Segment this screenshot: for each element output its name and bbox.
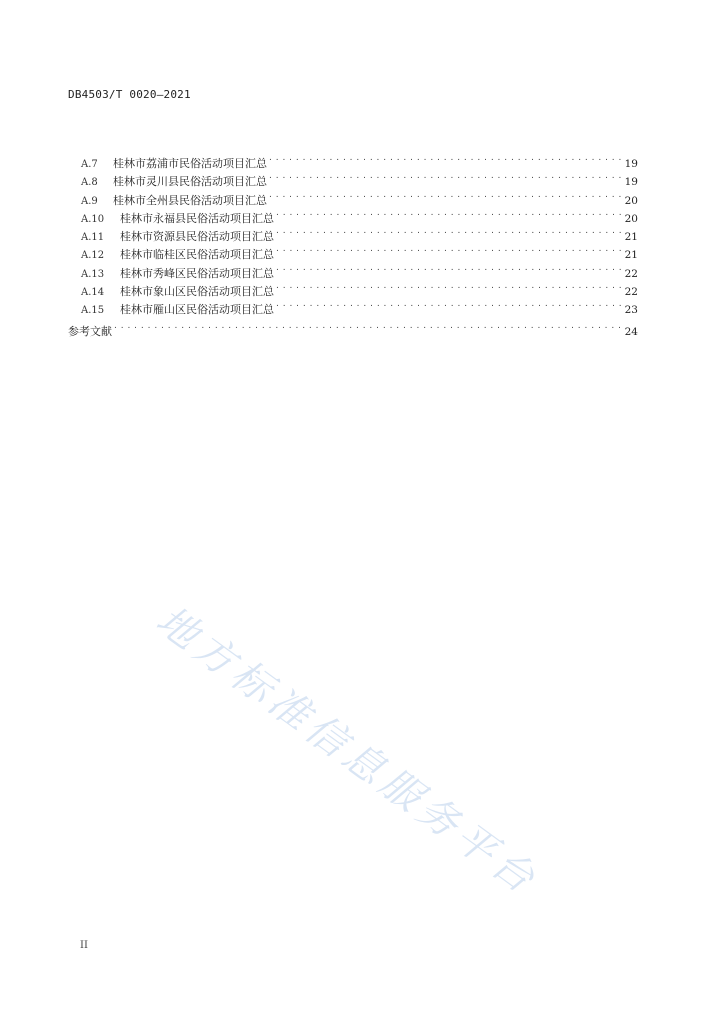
dot-leader	[276, 295, 622, 313]
dot-leader	[276, 222, 622, 240]
toc-entry-label: 参考文献	[68, 324, 112, 338]
toc-entry-label: 桂林市临桂区民俗活动项目汇总	[120, 248, 274, 262]
toc-entry-page: 23	[624, 304, 638, 317]
toc-entry-page: 21	[624, 249, 638, 262]
dot-leader	[269, 186, 622, 204]
toc-entry-number: A.11	[81, 232, 105, 244]
toc-entry-number: A.15	[81, 305, 105, 317]
dot-leader	[269, 167, 622, 185]
toc-entry-page: 20	[624, 212, 638, 225]
toc-entry-label: 桂林市灵川县民俗活动项目汇总	[113, 175, 267, 189]
toc-entry-number: A.14	[81, 287, 105, 299]
toc-entry-label: 桂林市象山区民俗活动项目汇总	[120, 285, 274, 299]
toc-entry-page: 22	[624, 267, 638, 280]
toc-entry-page: 19	[624, 176, 638, 189]
dot-leader	[276, 204, 622, 222]
toc-entry-number: A.12	[81, 250, 105, 262]
toc-entry-label: 桂林市雁山区民俗活动项目汇总	[120, 303, 274, 317]
toc-entry-label: 桂林市全州县民俗活动项目汇总	[113, 193, 267, 207]
toc-entry-label: 桂林市秀峰区民俗活动项目汇总	[120, 266, 274, 280]
toc-entry-label: 桂林市荔浦市民俗活动项目汇总	[113, 157, 267, 170]
toc-entry-label: 桂林市资源县民俗活动项目汇总	[120, 230, 274, 244]
toc-entry[interactable]	[68, 149, 638, 170]
toc-entry-number: A.7	[81, 159, 98, 170]
toc-entry-number: A.10	[81, 213, 105, 225]
toc-entry-page: 19	[624, 158, 638, 170]
dot-leader	[269, 149, 622, 167]
toc-entry-label: 桂林市永福县民俗活动项目汇总	[120, 211, 274, 225]
toc-entry-number: A.8	[81, 177, 98, 189]
toc-entry-page: 20	[624, 194, 638, 207]
watermark: 地方标准信息服务平台	[147, 597, 547, 905]
toc-entry-references[interactable]	[68, 317, 638, 338]
table-of-contents	[68, 149, 638, 338]
dot-leader	[276, 277, 622, 295]
dot-leader	[114, 317, 622, 335]
dot-leader	[276, 259, 622, 277]
toc-entry-page: 22	[624, 286, 638, 299]
dot-leader	[276, 240, 622, 258]
toc-entry-page: 24	[624, 325, 638, 338]
document-code: DB4503/T 0020—2021	[68, 88, 191, 101]
toc-entry-number: A.9	[81, 195, 98, 207]
page-number: II	[80, 940, 88, 951]
toc-entry-page: 21	[624, 231, 638, 244]
toc-entry-number: A.13	[81, 268, 105, 280]
